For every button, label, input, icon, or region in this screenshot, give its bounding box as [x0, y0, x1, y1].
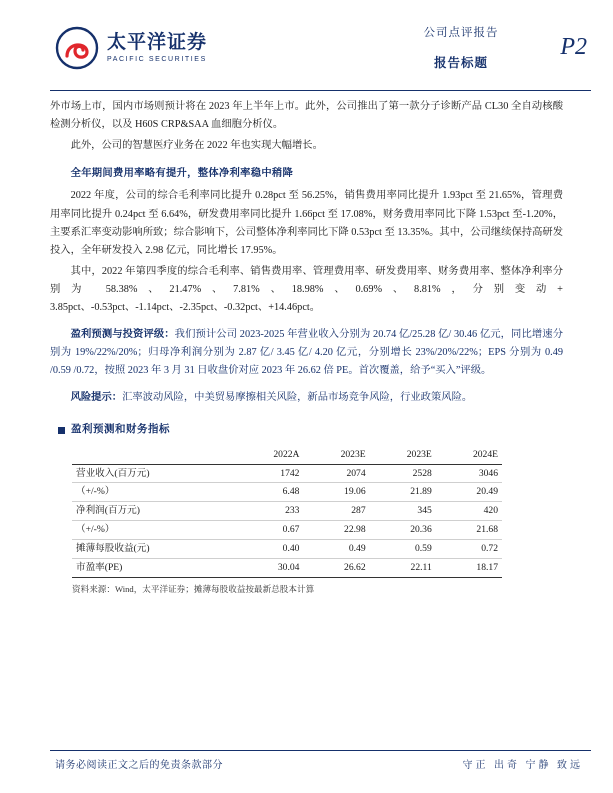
row-value: 345: [370, 502, 436, 521]
logo-chinese-name: 太平洋证券: [107, 31, 208, 53]
company-logo: [55, 26, 207, 70]
footer-divider: [50, 750, 591, 751]
row-value: 18.17: [436, 559, 502, 578]
header-divider: [50, 90, 591, 91]
page-number-badge: P2: [560, 34, 587, 60]
row-value: 2528: [370, 464, 436, 483]
row-value: 0.40: [235, 540, 303, 559]
table-source-note: 资料来源：Wind，太平洋证券；摊薄每股收益按最新总股本计算: [72, 583, 315, 594]
row-value: 30.04: [235, 559, 303, 578]
row-value: 22.11: [370, 559, 436, 578]
risk-text: 汇率波动风险，中美贸易摩擦相关风险，新品市场竞争风险，行业政策风险。: [122, 391, 473, 403]
financial-forecast-table: [72, 446, 502, 578]
table-title: 盈利预测和财务指标: [71, 423, 170, 435]
table-head: [72, 446, 502, 464]
logo-english-name: PACIFIC SECURITIES: [107, 55, 207, 63]
row-value: 420: [436, 502, 502, 521]
table-body: [72, 464, 502, 577]
forecast-text: 我们预计公司 2023-2025 年营业收入分别为 20.74 亿/25.28 亿/ 30.46 亿元，同比增速分别为 19%/22%/20%；归母净利润分别为 2.87 亿/ 3.45 亿/ 4.20 亿元，分别增长 23%/20%/22%；EPS 分别为 0.49 /0.59 /0.72，按照 2023 年 3 月 31 日收盘价对应 2023 年 26.62 倍 PE。首次覆盖，给予“买入”评级。: [50, 328, 563, 377]
row-label: 营业收入(百万元): [72, 464, 235, 483]
paragraph-4: 其中，2022 年第四季度的综合毛利率、销售费用率、管理费用率、研发费用率、财务费用率、整体净利率分别为 58.38%、21.47%、7.81%、18.98%、0.69%、8.81%，分别变动+ 3.85pct、-0.53pct、-1.14pct、-2.35pct、-0.32pct、+14.46pct。: [50, 265, 563, 314]
row-label: （+/-%）: [72, 483, 235, 502]
row-value: 21.68: [436, 521, 502, 540]
row-label: 净利润(百万元): [72, 502, 235, 521]
table-col-4: 2024E: [436, 446, 502, 464]
document-title: 报告标题: [433, 56, 488, 70]
paragraph-risk: [50, 389, 563, 407]
square-bullet-icon: [58, 427, 65, 434]
row-value: 3046: [436, 464, 502, 483]
row-label: 摊薄每股收益(元): [72, 540, 235, 559]
table-header-row: [72, 446, 502, 464]
page-header: [0, 0, 613, 92]
logo-wordmark: [107, 33, 207, 63]
table-col-1: 2022A: [235, 446, 303, 464]
table-col-0: [72, 446, 235, 464]
forecast-label: 盈利预测与投资评级：: [70, 328, 175, 340]
table-row: [72, 483, 502, 502]
footer-disclaimer: 请务必阅读正文之后的免责条款部分: [55, 760, 223, 771]
paragraph-2: 此外，公司的智慧医疗业务在 2022 年也实现大幅增长。: [70, 139, 323, 151]
table-title-row: [58, 421, 563, 440]
document-type: 公司点评报告: [423, 27, 499, 39]
header-titles: [361, 24, 561, 71]
table-col-2: 2023E: [303, 446, 369, 464]
row-value: 1742: [235, 464, 303, 483]
table-row: [72, 559, 502, 578]
row-value: 22.98: [303, 521, 369, 540]
risk-label: 风险提示：: [70, 391, 123, 403]
row-label: （+/-%）: [72, 521, 235, 540]
paragraph-3: 2022 年度，公司的综合毛利率同比提升 0.28pct 至 56.25%，销售费用率同比提升 1.93pct 至 21.65%，管理费用率同比提升 0.24pct 至 6.64%，研发费用率同比提升 1.66pct 至 17.08%，财务费用率同比下降 1.53pct 至-1.20%，主要系汇率变动影响所致；综合影响下，公司整体净利率同比下降 0.53pct 至 13.35%。其中，公司继续保持高研发投入，全年研发投入 2.98 亿元，同比增长 17.95%。: [50, 190, 563, 257]
row-value: 0.67: [235, 521, 303, 540]
row-value: 0.59: [370, 540, 436, 559]
pacific-securities-logo-icon: [55, 26, 99, 70]
row-value: 19.06: [303, 483, 369, 502]
footer-slogan: 守正 出奇 宁静 致远: [462, 760, 583, 771]
row-value: 2074: [303, 464, 369, 483]
row-value: 20.36: [370, 521, 436, 540]
table-col-3: 2023E: [370, 446, 436, 464]
table-row: [72, 464, 502, 483]
row-value: 21.89: [370, 483, 436, 502]
row-value: 287: [303, 502, 369, 521]
table-row: [72, 521, 502, 540]
row-value: 233: [235, 502, 303, 521]
section-heading-expenses: 全年期间费用率略有提升，整体净利率稳中稍降: [70, 167, 294, 179]
row-value: 20.49: [436, 483, 502, 502]
paragraph-1: 外市场上市，国内市场则预计将在 2023 年上半年上市。此外，公司推出了第一款分子诊断产品 CL30 全自动核酸检测分析仪，以及 H60S CRP&SAA 血细胞分析仪。: [50, 101, 563, 131]
row-value: 6.48: [235, 483, 303, 502]
document-body: [50, 98, 563, 597]
row-value: 0.72: [436, 540, 502, 559]
table-row: [72, 540, 502, 559]
row-value: 26.62: [303, 559, 369, 578]
table-row: [72, 502, 502, 521]
row-label: 市盈率(PE): [72, 559, 235, 578]
row-value: 0.49: [303, 540, 369, 559]
paragraph-forecast: [50, 326, 563, 381]
